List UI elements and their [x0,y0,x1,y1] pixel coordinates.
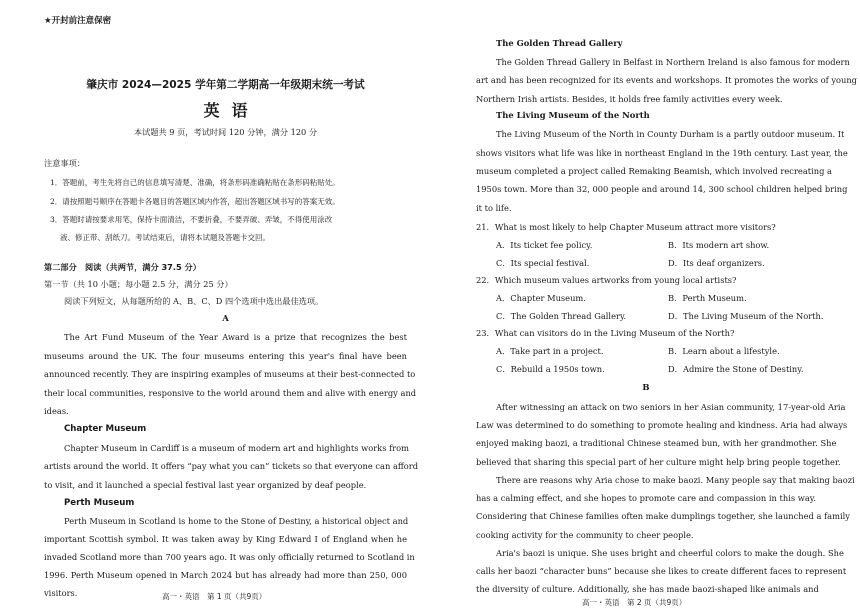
section-subtitle: 第一节（共 10 小题；每小题 2.5 分，满分 25 分） [44,279,233,289]
living-museum-heading: The Living Museum of the North [496,110,650,120]
paragraph-line: museums around the UK. The four museums entering this year's final have been [44,351,407,361]
right-page [476,0,857,608]
paragraph-line: cooking activity for the community to cheer people. [476,530,694,540]
question-23-option-c: C．Rebuild a 1950s town. [496,364,605,374]
exam-title: 肇庆市 2024—2025 学年第二学期高一年级期末统一考试 [86,79,365,91]
notice-item: 2．请按照题号顺序在答题卡各题目的答题区域内作答，超出答题区域书写的答案无效。 [50,197,340,206]
question-23-stem: 23．What can visitors do in the Living Museum of the North? [476,328,735,338]
paragraph-line: 1950s town. More than 32, 000 people and around 14, 300 school children helped bring [476,184,848,194]
chapter-museum-heading: Chapter Museum [64,424,147,434]
paragraph-line: to visit, and it launched a special festival last year organized by deaf people. [44,480,367,490]
paragraph-line: The Art Fund Museum of the Year Award is a prize that recognizes the best [64,332,407,342]
golden-thread-heading: The Golden Thread Gallery [496,38,623,48]
paragraph-line: Considering that Chinese families often make dumplings together, she launched a family [476,511,850,521]
question-22-stem: 22．Which museum values artworks from young local artists? [476,275,737,285]
paragraph-line: invaded Scotland more than 700 years ago. It was only officially returned to Scotland in [44,552,415,562]
page-footer: 高一・英语 第 1 页（共9页） [162,592,267,601]
question-23-option-d: D．Admire the Stone of Destiny. [668,364,804,374]
question-21-option-a: A．Its ticket fee policy. [496,240,593,250]
paragraph-line: museum completed a project called Remaking Beamish, which involved recreating a [476,166,832,176]
paragraph-line: visitors. [44,588,78,598]
paragraph-line: Aria's baozi is unique. She uses bright and cheerful colors to make the dough. She [496,548,844,558]
paragraph-line: important Scottish symbol. It was taken away by King Edward Ⅰ of England when he [44,534,407,544]
passage-b-label: B [642,383,650,393]
paragraph-line: The Living Museum of the North in County Durham is a partly outdoor museum. It [496,129,845,139]
question-23-option-a: A．Take part in a project. [496,346,604,356]
notice-item: 液、修正带、刮纸刀。考试结束后，请将本试题及答题卡交回。 [60,233,270,242]
paragraph-line: After witnessing an attack on two seniors in her Asian community, 17-year-old Aria [496,402,846,412]
paragraph-line: their local communities, responsive to the world around them and alive with energy and [44,388,417,398]
confidential-label: ★开封前注意保密 [44,16,112,26]
paragraph-line: Perth Museum in Scotland is home to the Stone of Destiny, a historical object and [64,516,409,526]
paragraph-line: Chapter Museum in Cardiff is a museum of modern art and highlights works from [64,443,409,453]
question-21-option-c: C．Its special festival. [496,258,590,268]
question-22-option-c: C．The Golden Thread Gallery. [496,311,627,321]
question-21-option-d: D．Its deaf organizers. [668,258,765,268]
paragraph-line: ideas. [44,406,69,416]
passage-a-label: A [222,314,229,324]
question-22-option-d: D．The Living Museum of the North. [668,311,824,321]
notice-item: 3．答题时请按要求用笔，保持卡面清洁，不要折叠，不要弄破、弄皱，不得使用涂改 [50,215,333,224]
paragraph-line: shows visitors what life was like in northeast England in the 19th century. Last year, the [476,148,848,158]
left-page [44,0,419,608]
paragraph-line: has a calming effect, and she hopes to promote care and compassion in this way. [476,493,817,503]
subject-title: 英语 [203,101,260,120]
page-footer: 高一・英语 第 2 页（共9页） [582,598,687,607]
paragraph-line: Northern Irish artists. Besides, it holds free family activities every week. [476,94,783,104]
paragraph-line: The Golden Thread Gallery in Belfast in Northern Ireland is also famous for modern [496,57,850,67]
paragraph-line: announced recently. They are inspiring examples of museums at their best-connected to [44,369,416,379]
paragraph-line: enjoyed making baozi, a traditional Chinese steamed bun, with her grandmother. She [476,438,837,448]
notice-title: 注意事项： [44,158,85,168]
question-21-option-b: B．Its modern art show. [668,240,770,250]
section-instruction: 阅读下列短文，从每题所给的 A、B、C、D 四个选项中选出最佳选项。 [64,296,324,306]
exam-info: 本试题共 9 页，考试时间 120 分钟，满分 120 分 [133,127,318,137]
section-title: 第二部分 阅读（共两节，满分 37.5 分） [44,262,201,272]
question-22-option-a: A．Chapter Museum. [496,293,586,303]
perth-museum-heading: Perth Museum [64,498,135,508]
paragraph-line: 1996. Perth Museum opened in March 2024 but has already had more than 250, 000 [44,570,407,580]
paragraph-line: art and has been recognized for its events and workshops. It promotes the works of young [476,75,857,85]
notice-item: 1．答题前，考生先将自己的信息填写清楚、准确，将条形码准确粘贴在条形码粘贴处。 [50,178,340,187]
question-21-stem: 21．What is most likely to help Chapter Museum attract more visitors? [476,222,776,232]
paragraph-line: There are reasons why Aria chose to make baozi. Many people say that making baozi [496,475,855,485]
question-22-option-b: B．Perth Museum. [668,293,747,303]
paragraph-line: Law was determined to do something to promote healing and kindness. Aria had always [476,420,848,430]
paragraph-line: it to life. [476,203,512,213]
paragraph-line: the diversity of culture. Additionally, she has made baozi-shaped like animals and [476,584,819,594]
paragraph-line: believed that sharing this special part of her culture might help bring people together. [476,457,841,467]
paragraph-line: artists around the world. It offers “pay what you can” tickets so that everyone can afford [44,461,419,471]
paragraph-line: calls her baozi “character buns” because she likes to create different faces to represent [476,566,847,576]
question-23-option-b: B．Learn about a lifestyle. [668,346,780,356]
